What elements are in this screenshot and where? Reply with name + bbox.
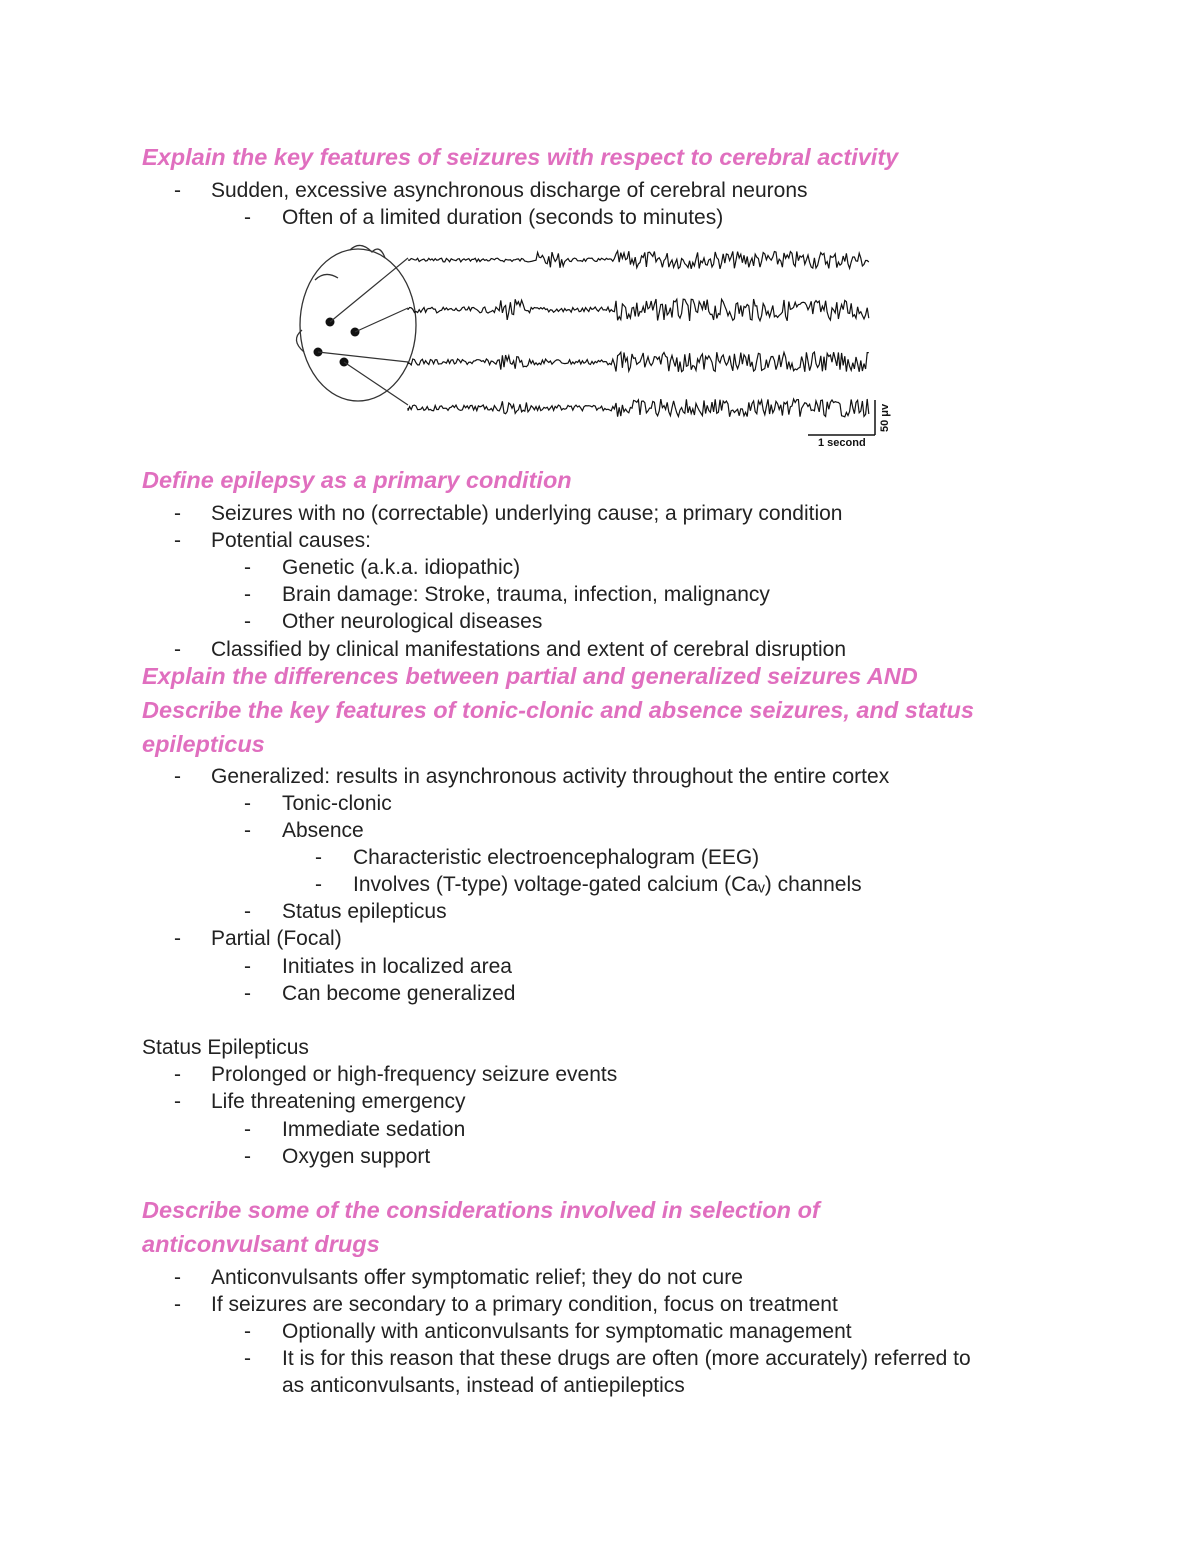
scale-voltage-label: 50 μv <box>879 403 891 432</box>
list-item-text: Status epilepticus <box>282 900 447 923</box>
section-heading: Explain the key features of seizures with respect to cerebral activity <box>142 144 899 170</box>
list-item-text: Life threatening emergency <box>211 1090 466 1113</box>
list-item <box>0 817 1200 844</box>
list-item-text: Classified by clinical manifestations and extent of cerebral disruption <box>211 638 846 661</box>
list-item <box>0 177 1200 204</box>
bullet-dash: - <box>174 1090 181 1113</box>
bullet-dash: - <box>174 529 181 552</box>
section-heading-line: epilepticus <box>142 731 265 757</box>
list-item-text: Brain damage: Stroke, trauma, infection, malignancy <box>282 583 770 606</box>
list-item-text: Tonic-clonic <box>282 792 392 815</box>
eeg-trace <box>408 399 869 417</box>
list-item <box>0 1143 1200 1170</box>
bullet-dash: - <box>244 792 251 815</box>
bullet-dash: - <box>174 1293 181 1316</box>
list-item-text: Partial (Focal) <box>211 927 342 950</box>
list-item-text: Involves (T-type) voltage-gated calcium (Caᵥ) channels <box>353 873 862 896</box>
head-diagram <box>296 245 416 401</box>
list-item-text: Sudden, excessive asynchronous discharge of cerebral neurons <box>211 179 808 202</box>
list-item <box>0 1061 1200 1088</box>
bullet-dash: - <box>174 1266 181 1289</box>
eeg-trace <box>408 352 869 372</box>
list-item <box>0 925 1200 952</box>
list-item <box>0 871 1200 898</box>
section-heading-line: anticonvulsant drugs <box>142 1231 380 1257</box>
bullet-dash: - <box>244 1145 251 1168</box>
subsection-title: Status Epilepticus <box>142 1036 309 1059</box>
bullet-dash: - <box>244 982 251 1005</box>
list-item <box>0 1264 1200 1291</box>
list-item <box>0 980 1200 1007</box>
list-item-text: Prolonged or high-frequency seizure events <box>211 1063 618 1086</box>
list-item-text: Seizures with no (correctable) underlying cause; a primary condition <box>211 502 843 525</box>
list-item-text: Can become generalized <box>282 982 516 1005</box>
bullet-dash: - <box>174 927 181 950</box>
list-item <box>0 554 1200 581</box>
bullet-dash: - <box>244 1347 251 1370</box>
list-item-text: If seizures are secondary to a primary condition, focus on treatment <box>211 1293 838 1316</box>
list-item-text: Optionally with anticonvulsants for symptomatic management <box>282 1320 852 1343</box>
list-item <box>0 608 1200 635</box>
list-item-continuation <box>0 1372 1200 1399</box>
list-item-text: Anticonvulsants offer symptomatic relief; they do not cure <box>211 1266 743 1289</box>
list-item <box>0 581 1200 608</box>
bullet-dash: - <box>174 1063 181 1086</box>
list-item <box>0 1088 1200 1115</box>
list-item <box>0 1345 1200 1372</box>
bullet-dash: - <box>244 1320 251 1343</box>
scale-time-label: 1 second <box>818 437 866 449</box>
bullet-dash: - <box>174 765 181 788</box>
list-item <box>0 1318 1200 1345</box>
list-item-text: Initiates in localized area <box>282 955 512 978</box>
list-item-text: Potential causes: <box>211 529 371 552</box>
list-item <box>0 844 1200 871</box>
electrodes <box>314 318 360 367</box>
list-item-text: Oxygen support <box>282 1145 431 1168</box>
bullet-dash: - <box>174 502 181 525</box>
bullet-dash: - <box>174 179 181 202</box>
eeg-trace <box>408 299 869 321</box>
section-heading-line: Describe the key features of tonic-clonic and absence seizures, and status <box>142 697 974 723</box>
bullet-dash: - <box>315 846 322 869</box>
list-item <box>0 763 1200 790</box>
bullet-dash: - <box>244 610 251 633</box>
list-item <box>0 500 1200 527</box>
eeg-trace <box>408 251 869 269</box>
list-item <box>0 790 1200 817</box>
bullet-dash: - <box>244 206 251 229</box>
section-heading: Define epilepsy as a primary condition <box>142 467 572 493</box>
list-item-text: Genetic (a.k.a. idiopathic) <box>282 556 521 579</box>
bullet-dash: - <box>244 955 251 978</box>
list-item <box>0 204 1200 231</box>
bullet-dash: - <box>244 900 251 923</box>
list-item <box>0 1291 1200 1318</box>
bullet-dash: - <box>244 583 251 606</box>
list-item-text: Characteristic electroencephalogram (EEG) <box>353 846 760 869</box>
list-item <box>0 898 1200 925</box>
electrode-leads <box>318 258 408 405</box>
section-heading-line: Describe some of the considerations involved in selection of <box>142 1197 820 1223</box>
list-item-text: Generalized: results in asynchronous activity throughout the entire cortex <box>211 765 890 788</box>
list-item-text: Absence <box>282 819 364 842</box>
bullet-dash: - <box>244 819 251 842</box>
list-item-text: Often of a limited duration (seconds to minutes) <box>282 206 724 229</box>
list-item <box>0 527 1200 554</box>
bullet-dash: - <box>244 556 251 579</box>
list-item-text: Immediate sedation <box>282 1118 466 1141</box>
list-item <box>0 953 1200 980</box>
eeg-traces <box>408 251 869 417</box>
section-heading-line: Explain the differences between partial and generalized seizures AND <box>142 663 918 689</box>
bullet-dash: - <box>244 1118 251 1141</box>
list-item-text: as anticonvulsants, instead of antiepileptics <box>282 1374 685 1397</box>
bullet-dash: - <box>315 873 322 896</box>
list-item <box>0 1116 1200 1143</box>
eeg-figure <box>290 240 910 455</box>
list-item-text: Other neurological diseases <box>282 610 543 633</box>
list-item-text: It is for this reason that these drugs are often (more accurately) referred to <box>282 1347 971 1370</box>
bullet-dash: - <box>174 638 181 661</box>
